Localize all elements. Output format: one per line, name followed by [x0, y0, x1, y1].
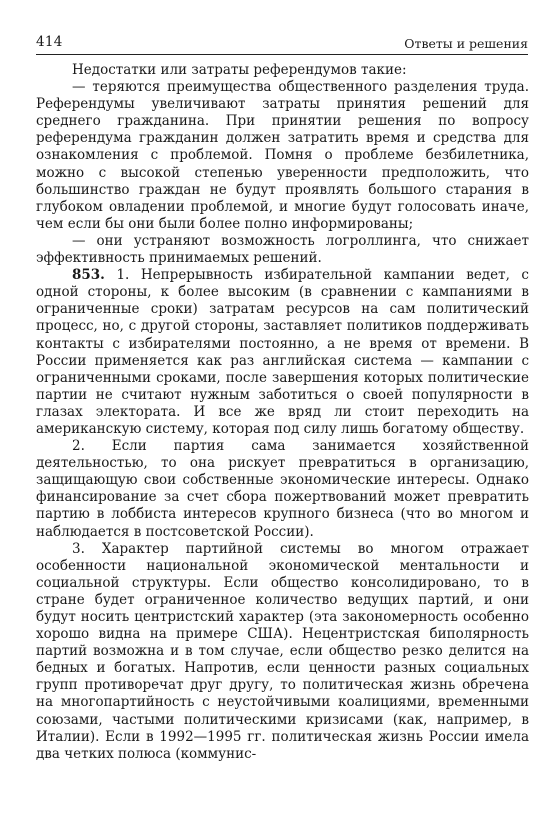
answer-853 — [36, 267, 529, 438]
answer-number: 853. — [72, 267, 105, 284]
paragraph — [36, 233, 529, 267]
paragraph — [36, 541, 529, 763]
paragraph-text: 1. Непрерывность избирательной кампании ведет, с одной стороны, к более высоким (в сравнении с кампаниями в ограниченные сроки) затратам ресурсов на сам политический процесс, но, с другой стороны, заставляет политиков поддерживать контакты с избирателями постоянно, а не время от времени. В России применяется как раз английская система — кампании с ограниченными сроками, после завершения которых политические партии не считают нужным заботиться о своей популярности в глазах электората. И все же вряд ли стоит переходить на американскую систему, которая под силу лишь богатому обществу. — [36, 267, 529, 437]
running-title: Ответы и решения — [404, 36, 528, 51]
page-number: 414 — [36, 34, 63, 50]
page-body — [36, 62, 529, 763]
paragraph-text: Недостатки или затраты референдумов такие: — [72, 62, 407, 78]
paragraph-text: 3. Характер партийной системы во многом отражает особенности национальной экономической ментальности и социальной структуры. Если общество консолидировано, то в стране будет ограниченное количество ведущих партий, и они будут носить центристский характер (эта закономерность особенно хорошо видна на примере США). Нецентристская биполярность партий возможна и в том случае, если общество резко делится на бедных и богатых. Напротив, если ценности разных социальных групп противоречат друг другу, то политическая жизнь обречена на многопартийность с неустойчивыми коалициями, временными союзами, частыми политическими кризисами (как, например, в Италии). Если в 1992—1995 гг. политическая жизнь России имела два четких полюса (коммунис- — [36, 540, 529, 762]
paragraph-text: — теряются преимущества общественного разделения труда. Референдумы увеличивают затраты принятия решений для среднего гражданина. При принятии решения по вопросу референдума гражданин должен затратить время и средства для ознакомления с проблемой. Помня о проблеме безбилетника, можно с высокой степенью уверенности предположить, что большинство граждан не будут проявлять большого старания в глубоком овладении проблемой, и многие будут голосовать иначе, чем если бы они были более полно информированы; — [36, 79, 529, 232]
page-header — [36, 28, 528, 55]
paragraph-text: — они устраняют возможность логроллинга, что снижает эффективность принимаемых решений. — [36, 232, 529, 267]
paragraph — [36, 79, 529, 233]
paragraph-text: 2. Если партия сама занимается хозяйственной деятельностью, то она рискует превратиться в организацию, защищающую свои собственные экономические интересы. Однако финансирование за счет сбора пожертвований может превратить партию в лоббиста интересов крупного бизнеса (что во многом и наблюдается в постсоветской России). — [36, 438, 529, 540]
paragraph — [36, 62, 529, 79]
paragraph — [36, 438, 529, 541]
